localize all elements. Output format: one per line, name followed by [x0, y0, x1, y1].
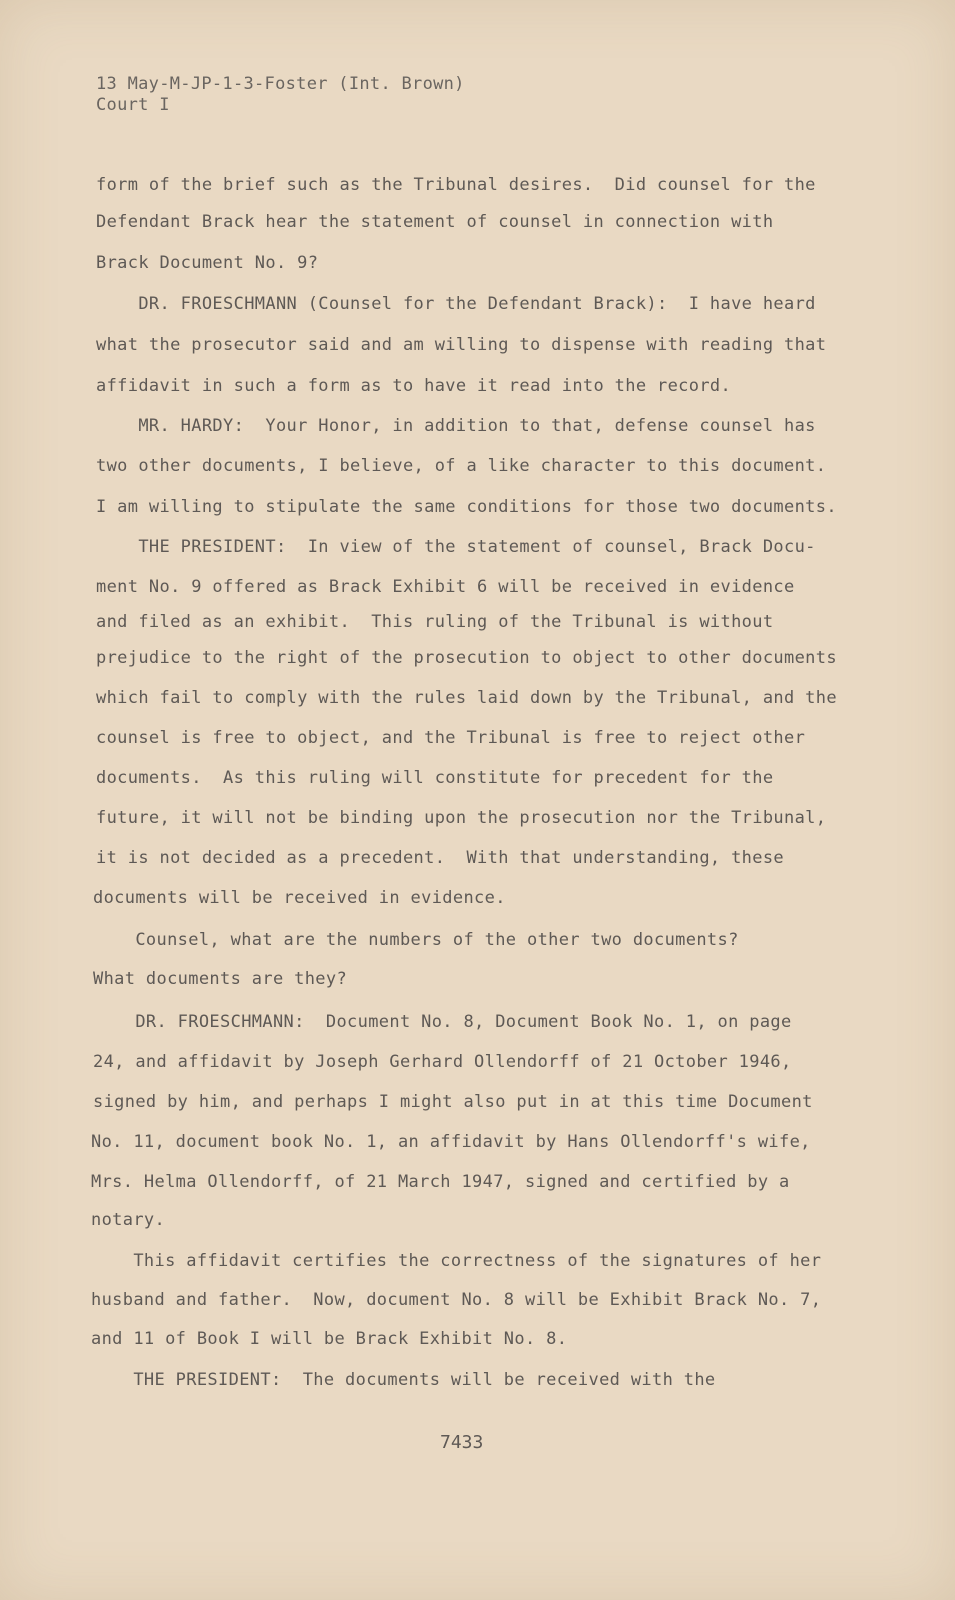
text-line: THE PRESIDENT: In view of the statement of counsel, Brack Docu-	[96, 537, 816, 557]
text-line: documents. As this ruling will constitute for precedent for the	[96, 768, 774, 788]
text-line: DR. FROESCHMANN: Document No. 8, Document Book No. 1, on page	[93, 1012, 792, 1032]
text-line: future, it will not be binding upon the prosecution nor the Tribunal,	[96, 808, 827, 828]
text-line: Counsel, what are the numbers of the other two documents?	[93, 930, 739, 950]
text-line: which fail to comply with the rules laid down by the Tribunal, and the	[96, 688, 837, 708]
text-line: Defendant Brack hear the statement of counsel in connection with	[96, 212, 774, 232]
text-line: Brack Document No. 9?	[96, 253, 319, 273]
text-line: 24, and affidavit by Joseph Gerhard Ollendorff of 21 October 1946,	[93, 1052, 792, 1072]
text-line: counsel is free to object, and the Tribunal is free to reject other	[96, 728, 806, 748]
text-line: No. 11, document book No. 1, an affidavit by Hans Ollendorff's wife,	[91, 1132, 811, 1152]
text-line: and filed as an exhibit. This ruling of the Tribunal is without	[96, 612, 774, 632]
text-line: it is not decided as a precedent. With that understanding, these	[96, 848, 785, 868]
text-line: THE PRESIDENT: The documents will be received with the	[91, 1370, 716, 1390]
text-line: notary.	[91, 1210, 166, 1230]
text-line: ment No. 9 offered as Brack Exhibit 6 will be received in evidence	[96, 577, 795, 597]
text-line: two other documents, I believe, of a like character to this document.	[96, 456, 827, 476]
text-line: I am willing to stipulate the same conditions for those two documents.	[96, 497, 837, 517]
text-line: form of the brief such as the Tribunal desires. Did counsel for the	[96, 175, 816, 195]
text-line: prejudice to the right of the prosecution to object to other documents	[96, 648, 837, 668]
text-line: and 11 of Book I will be Brack Exhibit No. 8.	[91, 1329, 568, 1349]
text-line: what the prosecutor said and am willing to dispense with reading that	[96, 335, 827, 355]
document-header	[96, 74, 465, 116]
text-line: documents will be received in evidence.	[93, 888, 506, 908]
text-line: MR. HARDY: Your Honor, in addition to that, defense counsel has	[96, 416, 816, 436]
header-court: Court I	[96, 95, 170, 115]
text-line: Mrs. Helma Ollendorff, of 21 March 1947, signed and certified by a	[91, 1172, 790, 1192]
header-reference: 13 May-M-JP-1-3-Foster (Int. Brown)	[96, 74, 465, 94]
text-line: DR. FROESCHMANN (Counsel for the Defendant Brack): I have heard	[96, 294, 816, 314]
text-line: husband and father. Now, document No. 8 will be Exhibit Brack No. 7,	[91, 1290, 822, 1310]
text-line: signed by him, and perhaps I might also put in at this time Document	[93, 1092, 813, 1112]
page-number: 7433	[440, 1432, 484, 1453]
text-line: This affidavit certifies the correctness of the signatures of her	[91, 1251, 822, 1271]
text-line: affidavit in such a form as to have it read into the record.	[96, 376, 732, 396]
text-line: What documents are they?	[93, 969, 348, 989]
